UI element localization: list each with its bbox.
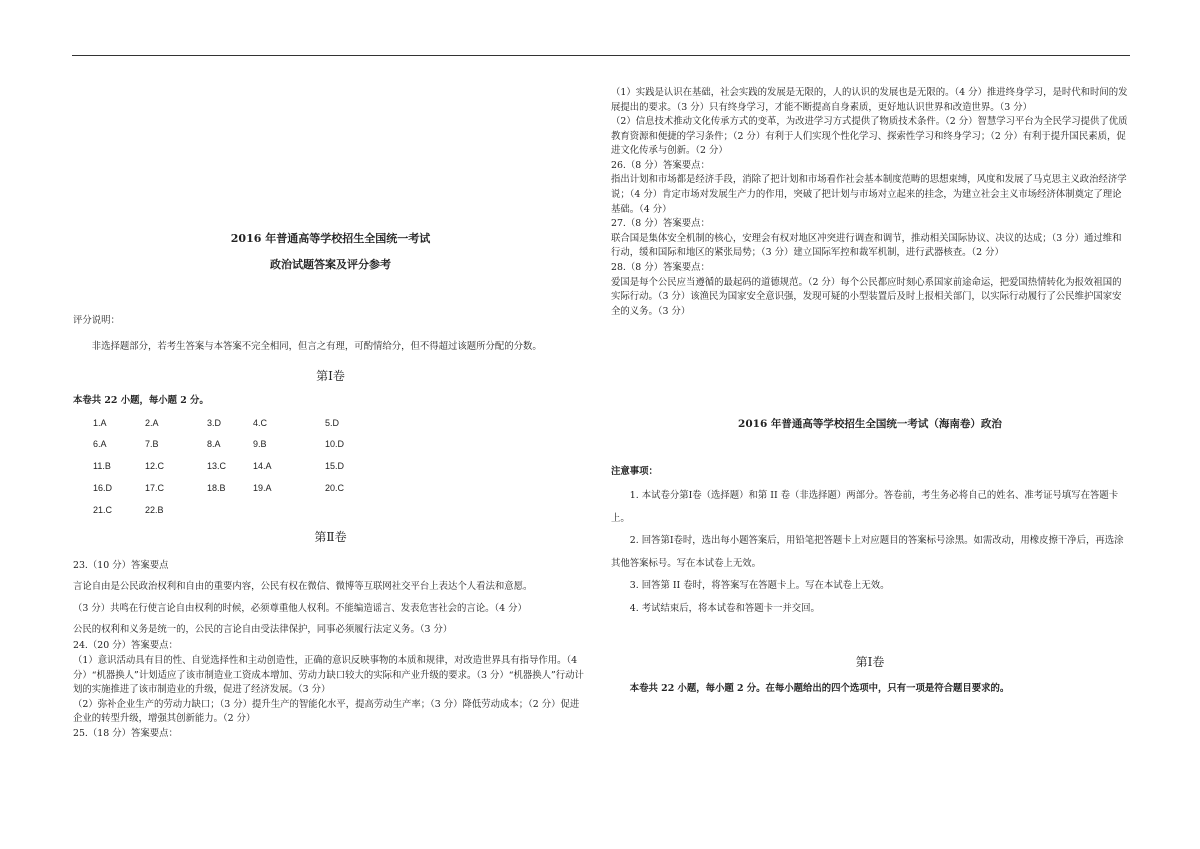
answer-item: 12.C bbox=[145, 461, 165, 472]
q24-line-1: （1）意识活动具有目的性、自觉选择性和主动创造性，正确的意识反映事物的本质和规律，对改造世界具有指导作用。（4 分）“机器换人”计划适应了该市制造业工资成本增加、劳动力缺口较大的实际和产业升级的要求。（3 分）“机器换人”行动计划的实施推进了该市制造业的升级，促进了经济发展。（3 分） bbox=[73, 655, 584, 696]
answer-item: 16.D bbox=[93, 483, 113, 494]
answer-item: 8.A bbox=[207, 439, 221, 450]
answer-item: 19.A bbox=[253, 483, 272, 494]
answer-item: 17.C bbox=[145, 483, 165, 494]
q24-line-2: （2）弥补企业生产的劳动力缺口；（3 分）提升生产的智能化水平，提高劳动生产率；（3 分）降低劳动成本；（2 分）促进企业的转型升级，增强其创新能力。（2 分） bbox=[73, 698, 580, 725]
q28-text: 爱国是每个公民应当遵循的最起码的道德规范。（2 分）每个公民都应时刻心系国家前途命运，把爱国热情转化为报效祖国的实际行动。（3 分）该渔民为国家安全意识强，发现可疑的小型装置后及时上报相关部门，以实际行动履行了公民维护国家安全的义务。（3 分） bbox=[611, 276, 1122, 317]
hainan-section-1-description: 本卷共 22 小题，每小题 2 分。在每小题给出的四个选项中，只有一项是符合题目要求的。 bbox=[629, 683, 1010, 695]
notice-item-4: 4. 考试结束后，将本试卷和答题卡一并交回。 bbox=[629, 602, 820, 614]
section-1-description: 本卷共 22 小题，每小题 2 分。 bbox=[73, 394, 209, 406]
scoring-note-text: 非选择题部分，若考生答案与本答案不完全相同，但言之有理，可酌情给分，但不得超过该题所分配的分数。 bbox=[91, 340, 542, 352]
answer-item: 5.D bbox=[325, 417, 340, 428]
exam-subtitle: 政治试题答案及评分参考 bbox=[270, 258, 391, 272]
answer-item: 11.B bbox=[93, 461, 111, 472]
right-column bbox=[611, 86, 1129, 697]
answer-item: 1.A bbox=[93, 417, 107, 428]
answer-item: 4.C bbox=[253, 417, 268, 428]
q27-heading: 27.（8 分）答案要点： bbox=[611, 218, 710, 230]
answer-item: 3.D bbox=[207, 417, 222, 428]
answer-item: 22.B bbox=[145, 505, 164, 516]
answer-item: 15.D bbox=[325, 461, 345, 472]
answer-item: 13.C bbox=[207, 461, 227, 472]
section-2-heading: 第Ⅱ卷 bbox=[314, 530, 347, 545]
answer-item: 2.A bbox=[145, 417, 159, 428]
answer-item: 7.B bbox=[145, 439, 159, 450]
q23-line-1: 言论自由是公民政治权利和自由的重要内容，公民有权在微信、微博等互联网社交平台上表达个人看法和意愿。 bbox=[73, 581, 533, 593]
notice-item-1: 1. 本试卷分第Ⅰ卷（选择题）和第 II 卷（非选择题）两部分。答卷前，考生务必将自己的姓名、准考证号填写在答题卡上。 bbox=[611, 490, 1119, 524]
q24-heading: 24.（20 分）答案要点： bbox=[73, 640, 178, 652]
answer-item: 18.B bbox=[207, 483, 226, 494]
hainan-section-1-heading: 第Ⅰ卷 bbox=[855, 655, 885, 670]
hainan-exam-title: 2016 年普通高等学校招生全国统一考试（海南卷）政治 bbox=[738, 418, 1002, 431]
q23-heading: 23.（10 分）答案要点 bbox=[73, 559, 169, 571]
q25-line-2: （2）信息技术推动文化传承方式的变革，为改进学习方式提供了物质技术条件。（2 分）智慧学习平台为全民学习提供了优质教育资源和便捷的学习条件；（2 分）有利于人们实现个性化学习、探索性学习和终身学习；（2 分）有利于提升国民素质，促进文化传承与创新。（2 分） bbox=[611, 116, 1128, 157]
top-rule bbox=[72, 55, 1130, 56]
q26-text: 指出计划和市场都是经济手段，消除了把计划和市场看作社会基本制度范畴的思想束缚，风度和发展了马克思主义政治经济学说；（4 分）肯定市场对发展生产力的作用，突破了把计划与市场对立起来的挂念，为建立社会主义市场经济体制奠定了理论基础。（4 分） bbox=[611, 174, 1127, 215]
notice-item-2: 2. 回答第Ⅰ卷时，选出每小题答案后，用铅笔把答题卡上对应题目的答案标号涂黑。如需改动，用橡皮擦干净后，再选涂其他答案标号。写在本试卷上无效。 bbox=[611, 535, 1124, 569]
q23-line-2: （3 分）共鸣在行使言论自由权利的时候，必须尊重他人权利。不能编造谣言、发表危害社会的言论。（4 分） bbox=[73, 603, 527, 615]
answer-item: 6.A bbox=[93, 439, 107, 450]
answer-item: 21.C bbox=[93, 505, 113, 516]
scoring-note-label: 评分说明： bbox=[73, 315, 120, 327]
q28-heading: 28.（8 分）答案要点： bbox=[611, 261, 710, 273]
left-column bbox=[73, 230, 588, 741]
q26-heading: 26.（8 分）答案要点： bbox=[611, 159, 710, 171]
answer-grid bbox=[93, 417, 588, 519]
answer-item: 14.A bbox=[253, 461, 272, 472]
answer-item: 10.D bbox=[325, 439, 345, 450]
notice-item-3: 3. 回答第 II 卷时，将答案写在答题卡上。写在本试卷上无效。 bbox=[629, 580, 890, 592]
q25-heading: 25.（18 分）答案要点： bbox=[73, 727, 178, 739]
answer-item: 20.C bbox=[325, 483, 345, 494]
q25-line-1: （1）实践是认识在基础，社会实践的发展是无限的，人的认识的发展也是无限的。（4 分）推进终身学习，是时代和时间的发展提出的要求。（3 分）只有终身学习，才能不断提高自身素质，更好地认识世界和改造世界。（3 分） bbox=[611, 87, 1128, 113]
section-1-heading: 第Ⅰ卷 bbox=[316, 369, 345, 384]
notice-label: 注意事项： bbox=[611, 465, 658, 477]
answer-item: 9.B bbox=[253, 439, 267, 450]
q23-line-3: 公民的权利和义务是统一的，公民的言论自由受法律保护，同事必须履行法定义务。（3 分） bbox=[73, 623, 453, 635]
exam-title: 2016 年普通高等学校招生全国统一考试 bbox=[230, 232, 431, 245]
q27-text: 联合国是集体安全机制的核心，安理会有权对地区冲突进行调查和调节，推动相关国际协议、决议的达成；（3 分）通过维和行动，缓和国际和地区的紧张局势；（3 分）建立国际军控和裁军机制，进行武器核查。（2 分） bbox=[611, 232, 1122, 259]
